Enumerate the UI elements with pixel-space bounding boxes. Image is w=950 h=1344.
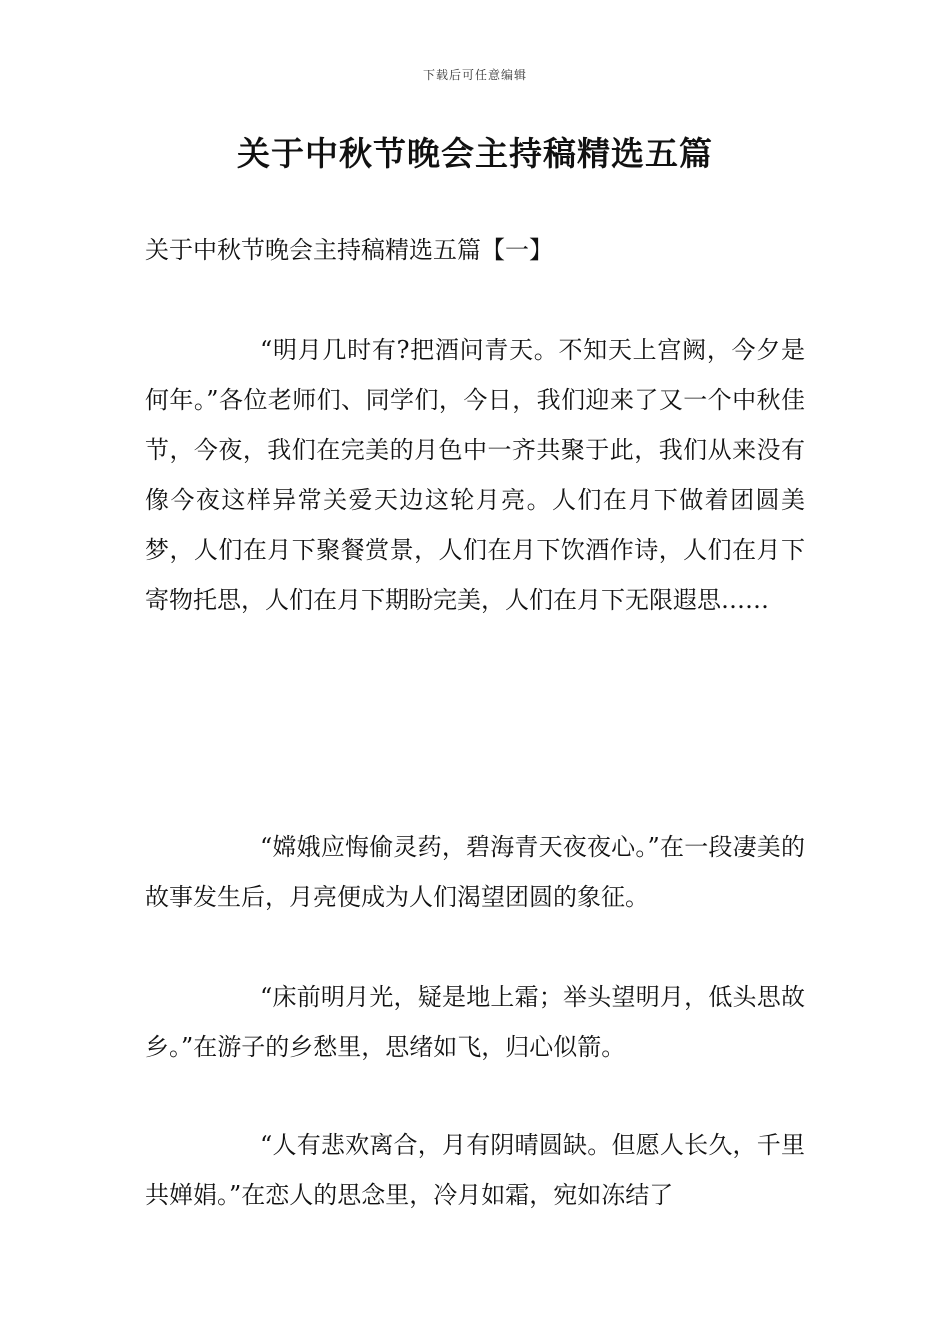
paragraph-1: “明月几时有?把酒问青天。不知天上宫阙，今夕是何年。”各位老师们、同学们，今日，我们迎来了又一个中秋佳节，今夜，我们在完美的月色中一齐共聚于此，我们从来没有像今夜这样异常关爱天边这轮月亮。人们在月下做着团圆美梦，人们在月下聚餐赏景，人们在月下饮酒作诗，人们在月下寄物托思，人们在月下期盼完美，人们在月下无限遐思……: [145, 336, 805, 614]
document-title: 关于中秋节晚会主持稿精选五篇: [237, 134, 713, 173]
header-note: 下载后可任意编辑: [422, 68, 527, 82]
paragraph-2: “嫦娥应悔偷灵药，碧海青天夜夜心。”在一段凄美的故事发生后，月亮便成为人们渴望团圆的象征。: [145, 833, 805, 911]
paragraph-3: “床前明月光，疑是地上霜；举头望明月，低头思故乡。”在游子的乡愁里，思绪如飞，归心似箭。: [145, 983, 805, 1061]
section-heading: 关于中秋节晚会主持稿精选五篇【一】: [145, 236, 553, 264]
paragraph-4: “人有悲欢离合，月有阴晴圆缺。但愿人长久，千里共婵娟。”在恋人的思念里，冷月如霜，宛如冻结了: [145, 1131, 805, 1209]
